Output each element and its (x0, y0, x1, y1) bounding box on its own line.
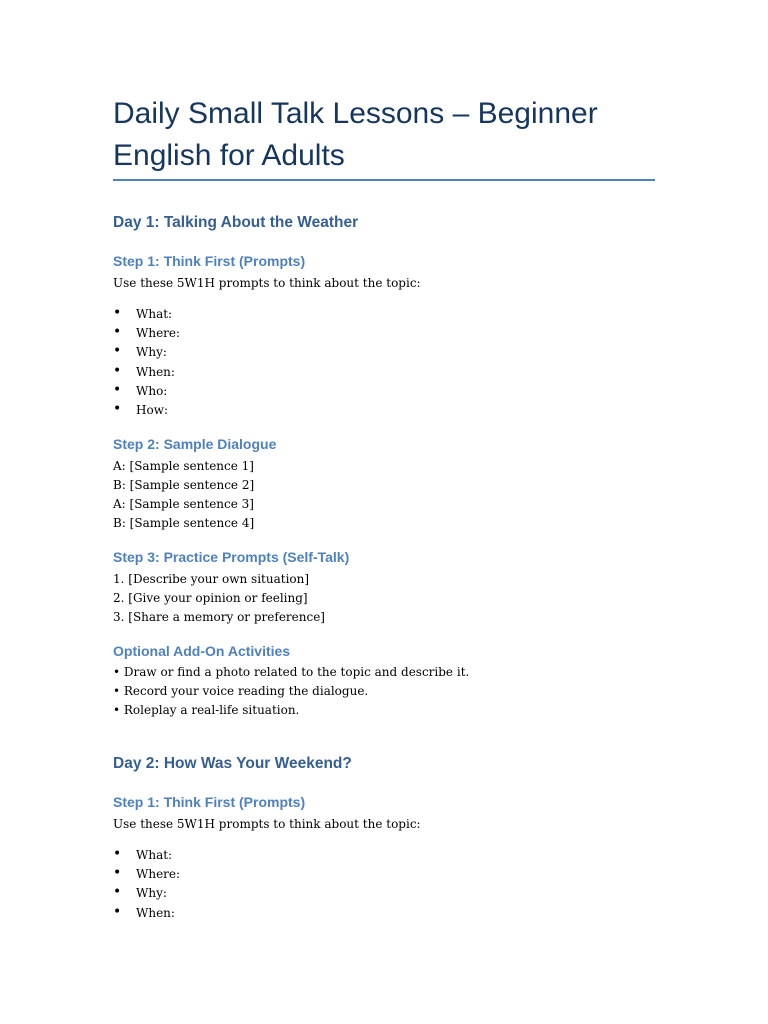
day1-step1-intro: Use these 5W1H prompts to think about the topic: (113, 276, 421, 290)
bullet-icon: • (113, 865, 122, 882)
prompt-label: Where: (136, 867, 181, 882)
practice-line: 2. [Give your opinion or feeling] (113, 591, 308, 605)
bullet-icon: • (113, 362, 122, 379)
bullet-icon: • (113, 400, 122, 417)
bullet-icon: • (113, 324, 122, 341)
day2-step1-heading: Step 1: Think First (Prompts) (113, 794, 306, 810)
day2-heading: Day 2: How Was Your Weekend? (113, 755, 352, 772)
dialogue-line: A: [Sample sentence 1] (113, 459, 254, 473)
prompt-label: When: (136, 364, 175, 379)
prompt-label: What: (136, 848, 173, 862)
day1-heading: Day 1: Talking About the Weather (113, 214, 359, 231)
prompt-label: When: (136, 905, 175, 920)
document-title: Daily Small Talk Lessons – Beginner English for Adults (113, 97, 598, 172)
dialogue-line: B: [Sample sentence 2] (113, 478, 255, 492)
day1-step2-heading: Step 2: Sample Dialogue (113, 436, 277, 452)
prompt-label: Why: (136, 886, 167, 901)
dialogue-line: A: [Sample sentence 3] (113, 497, 254, 511)
prompt-label: Where: (136, 326, 181, 341)
day1-optional-lines (113, 663, 469, 720)
activity-line: • Record your voice reading the dialogue. (113, 684, 369, 698)
bullet-icon: • (113, 381, 122, 398)
activity-line: • Roleplay a real-life situation. (113, 703, 300, 717)
day1-step1-heading: Step 1: Think First (Prompts) (113, 253, 306, 269)
bullet-icon: • (113, 343, 122, 360)
day1-step3-heading: Step 3: Practice Prompts (Self-Talk) (113, 549, 350, 565)
dialogue-line: B: [Sample sentence 4] (113, 516, 255, 530)
bullet-icon: • (113, 305, 122, 321)
bullet-icon: • (113, 903, 122, 920)
practice-line: 3. [Share a memory or preference] (113, 610, 325, 624)
day1-practice-lines (113, 570, 325, 627)
day1-dialogue-lines (113, 457, 254, 533)
prompt-label: What: (136, 307, 173, 321)
day1-optional-heading: Optional Add-On Activities (113, 643, 291, 659)
bullet-icon: • (113, 884, 122, 901)
day2-step1-intro: Use these 5W1H prompts to think about the topic: (113, 817, 421, 831)
prompt-label: Who: (136, 383, 168, 398)
activity-line: • Draw or find a photo related to the topic and describe it. (113, 665, 470, 679)
bullet-icon: • (113, 846, 122, 862)
practice-line: 1. [Describe your own situation] (113, 572, 310, 586)
prompt-label: Why: (136, 345, 167, 360)
prompt-label: How: (136, 402, 169, 417)
title-underline-rule (113, 179, 655, 181)
